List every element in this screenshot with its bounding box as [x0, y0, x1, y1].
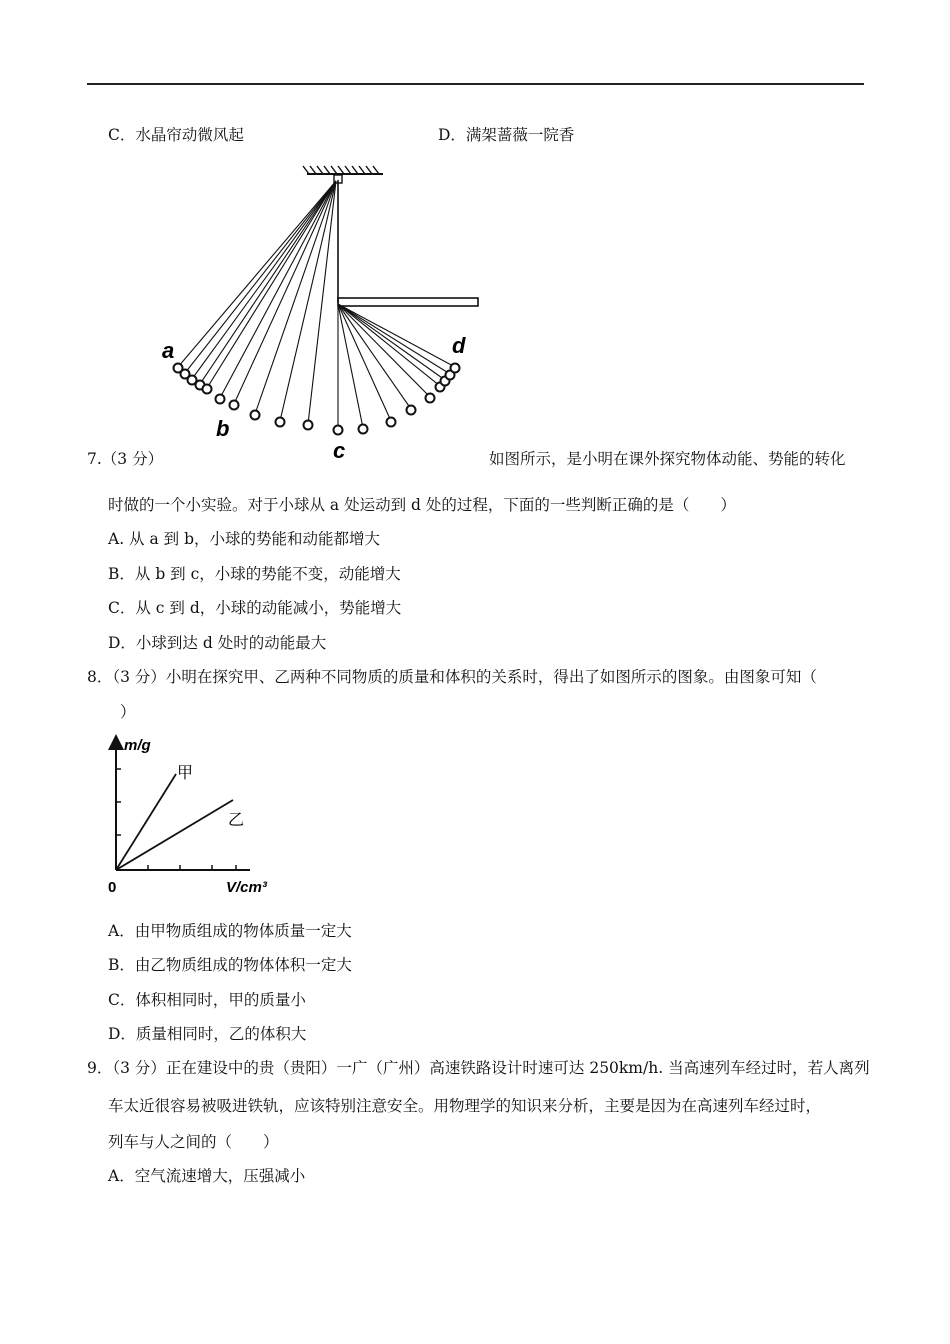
mass-volume-graph — [100, 728, 285, 898]
q7-option-d: D．小球到达 d 处时的动能最大 — [108, 634, 327, 652]
y-axis-label: m/g — [124, 737, 151, 754]
q8-option-d: D．质量相同时，乙的体积大 — [108, 1025, 307, 1043]
q8-option-c: C．体积相同时，甲的质量小 — [108, 991, 306, 1009]
q7-stem-line2: 时做的一个小实验。对于小球从 a 处运动到 d 处的过程，下面的一些判断正确的是（ ） — [108, 496, 736, 514]
q9-line2: 车太近很容易被吸进铁轨，应该特别注意安全。用物理学的知识来分析，主要是因为在高速列车经过时， — [108, 1097, 822, 1115]
pendulum-figure — [150, 160, 490, 465]
label-d: d — [452, 333, 466, 358]
q9-line3: 列车与人之间的（ ） — [108, 1133, 279, 1151]
x-axis-label: V/cm³ — [226, 879, 267, 896]
q9-option-a: A．空气流速增大，压强减小 — [108, 1167, 306, 1185]
option-c-prev: C．水晶帘动微风起 — [108, 126, 244, 144]
q8-option-b: B．由乙物质组成的物体体积一定大 — [108, 956, 352, 974]
label-b: b — [216, 416, 230, 441]
nail-bar — [338, 298, 478, 306]
q9-line1: 9．（3 分）正在建设中的贵（贵阳）一广（广州）高速铁路设计时速可达 250km/h. 当高速列车经过时，若人离列 — [87, 1059, 870, 1077]
label-a: a — [162, 338, 175, 363]
q7-option-b: B．从 b 到 c，小球的势能不变，动能增大 — [108, 565, 401, 583]
right-strings — [338, 304, 455, 428]
label-jia: 甲 — [177, 765, 194, 782]
q7-number: 7.（3 分） — [87, 450, 164, 468]
origin-label: 0 — [108, 879, 117, 896]
q8-stem-line2: ） — [120, 703, 136, 721]
label-yi: 乙 — [228, 812, 245, 829]
q7-option-a: A. 从 a 到 b，小球的势能和动能都增大 — [108, 530, 380, 548]
header-rule — [87, 83, 864, 85]
line-yi — [116, 800, 233, 870]
q7-option-c: C．从 c 到 d，小球的动能减小，势能增大 — [108, 599, 402, 617]
q7-stem-line1: 如图所示，是小明在课外探究物体动能、势能的转化 — [489, 450, 846, 468]
line-jia — [116, 774, 176, 870]
label-c: c — [333, 438, 346, 463]
ceiling-support — [303, 166, 383, 183]
q8-stem-line1: 8．（3 分）小明在探究甲、乙两种不同物质的质量和体积的关系时，得出了如图所示的图象。由图象可知（ — [87, 668, 817, 686]
option-d-prev: D．满架蔷薇一院香 — [438, 126, 575, 144]
q8-option-a: A．由甲物质组成的物体质量一定大 — [108, 922, 352, 940]
